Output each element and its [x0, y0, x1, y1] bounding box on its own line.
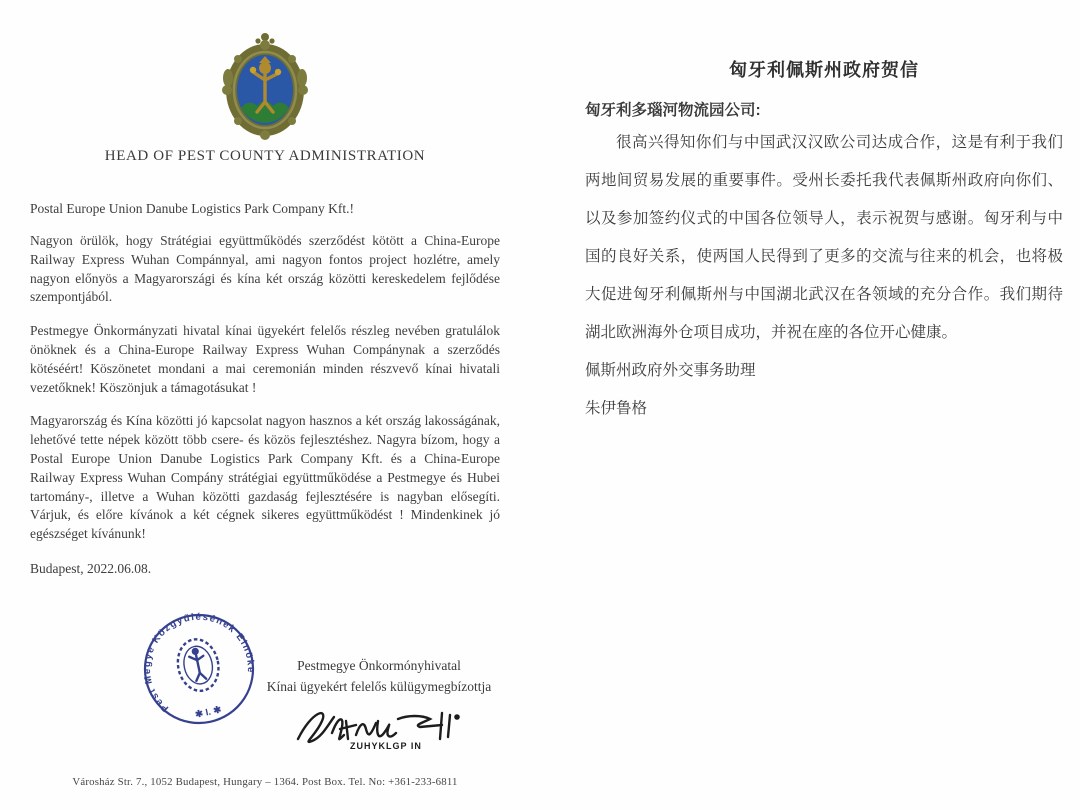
hungarian-letter — [30, 0, 500, 810]
letter-title: 匈牙利佩斯州政府贺信 — [729, 60, 919, 80]
letter-body: 很高兴得知你们与中国武汉汉欧公司达成合作，这是有利于我们两地间贸易发展的重要事件。受州长委托我代表佩斯州政府向你们、以及参加签约仪式的中国各位领导人，表示祝贺与感谢。匈牙利与中国的良好关系，使两国人民得到了更多的交流与往来的机会，也将极大促进匈牙利佩斯州与中国湖北武汉在各领域的充分合作。我们期待湖北欧洲海外仓项目成功，并祝在座的各位开心健康。 — [585, 134, 1063, 341]
handwritten-signature — [292, 699, 467, 759]
signer-title-line2: Kínai ügyekért felelős külügymegbízottja — [266, 678, 492, 694]
letter-paragraph: Pestmegye Önkormányzati hivatal kínai ügyekért felelős részleg nevében gratulálok önöknek és a China-Europe Railway Express Wuhan Compánynak a szerződés kötéséért! Köszönetet mondani a mai ceremonián minden részvevő kínai hivatali vezetőknek! Köszönjuk a támagotásukat ! — [30, 323, 500, 395]
chinese-congratulatory-letter — [585, 0, 1063, 810]
signature-printed-name: ZUHYKLGP IN — [350, 740, 422, 751]
stamp-bottom-text: ✱ I. ✱ — [194, 704, 223, 721]
signer-title-line1: Pestmegye Önkormónyhivatal — [297, 657, 461, 673]
official-seal-stamp-icon — [138, 603, 260, 735]
pest-county-coat-of-arms-icon — [215, 30, 315, 142]
date-line: Budapest, 2022.06.08. — [30, 560, 152, 576]
letter-paragraph: Magyarország és Kína közötti jó kapcsolat nagyon hasznos a két ország lakosságának, lehetővé tette népek között több csere- és közös fejlesztéshez. Nagyra bízom, hogy a Postal Europe Union Danube Logistics Park Company Kft. és a China-Europe Railway Express Wuhan Compány strátégiai együttműködése a Pestmegye és Hubei tartomány-, illetve a Wuhan közötti gazdaság fejlesztésére is nagyban elősegíti. Várjuk, és előre kívánok a két cégnek sikeres együttműködést ! Mindenkinek jó egészséget kívánunk! — [30, 413, 500, 542]
signoff-title: 佩斯州政府外交事务助理 — [585, 362, 756, 379]
salutation-line: Postal Europe Union Danube Logistics Park Company Kft.! — [30, 201, 354, 216]
salutation-line: 匈牙利多瑙河物流园公司: — [585, 102, 761, 119]
letter-paragraph: Nagyon örülök, hogy Strátégiai együttműködés szerződést kötött a China-Europe Railway Express Wuhan Compánnyal, ami nagyon fontos project hozlétre, amely nagyon előnyös a Magyarországi és kína két ország közötti kereskedelem fejlődése szempontjából. — [30, 233, 500, 305]
letterhead-title: HEAD OF PEST COUNTY ADMINISTRATION — [104, 148, 426, 164]
signer-titles — [258, 655, 500, 697]
letter-footer-address: Városház Str. 7., 1052 Budapest, Hungary – 1364. Post Box. Tel. No: +361-233-6811 — [72, 776, 458, 788]
signature-block — [30, 603, 500, 773]
stamp-ring-text: Pest Megye Közgyűlésének Elnöke — [141, 611, 257, 714]
signoff-name: 朱伊鲁格 — [585, 400, 648, 417]
